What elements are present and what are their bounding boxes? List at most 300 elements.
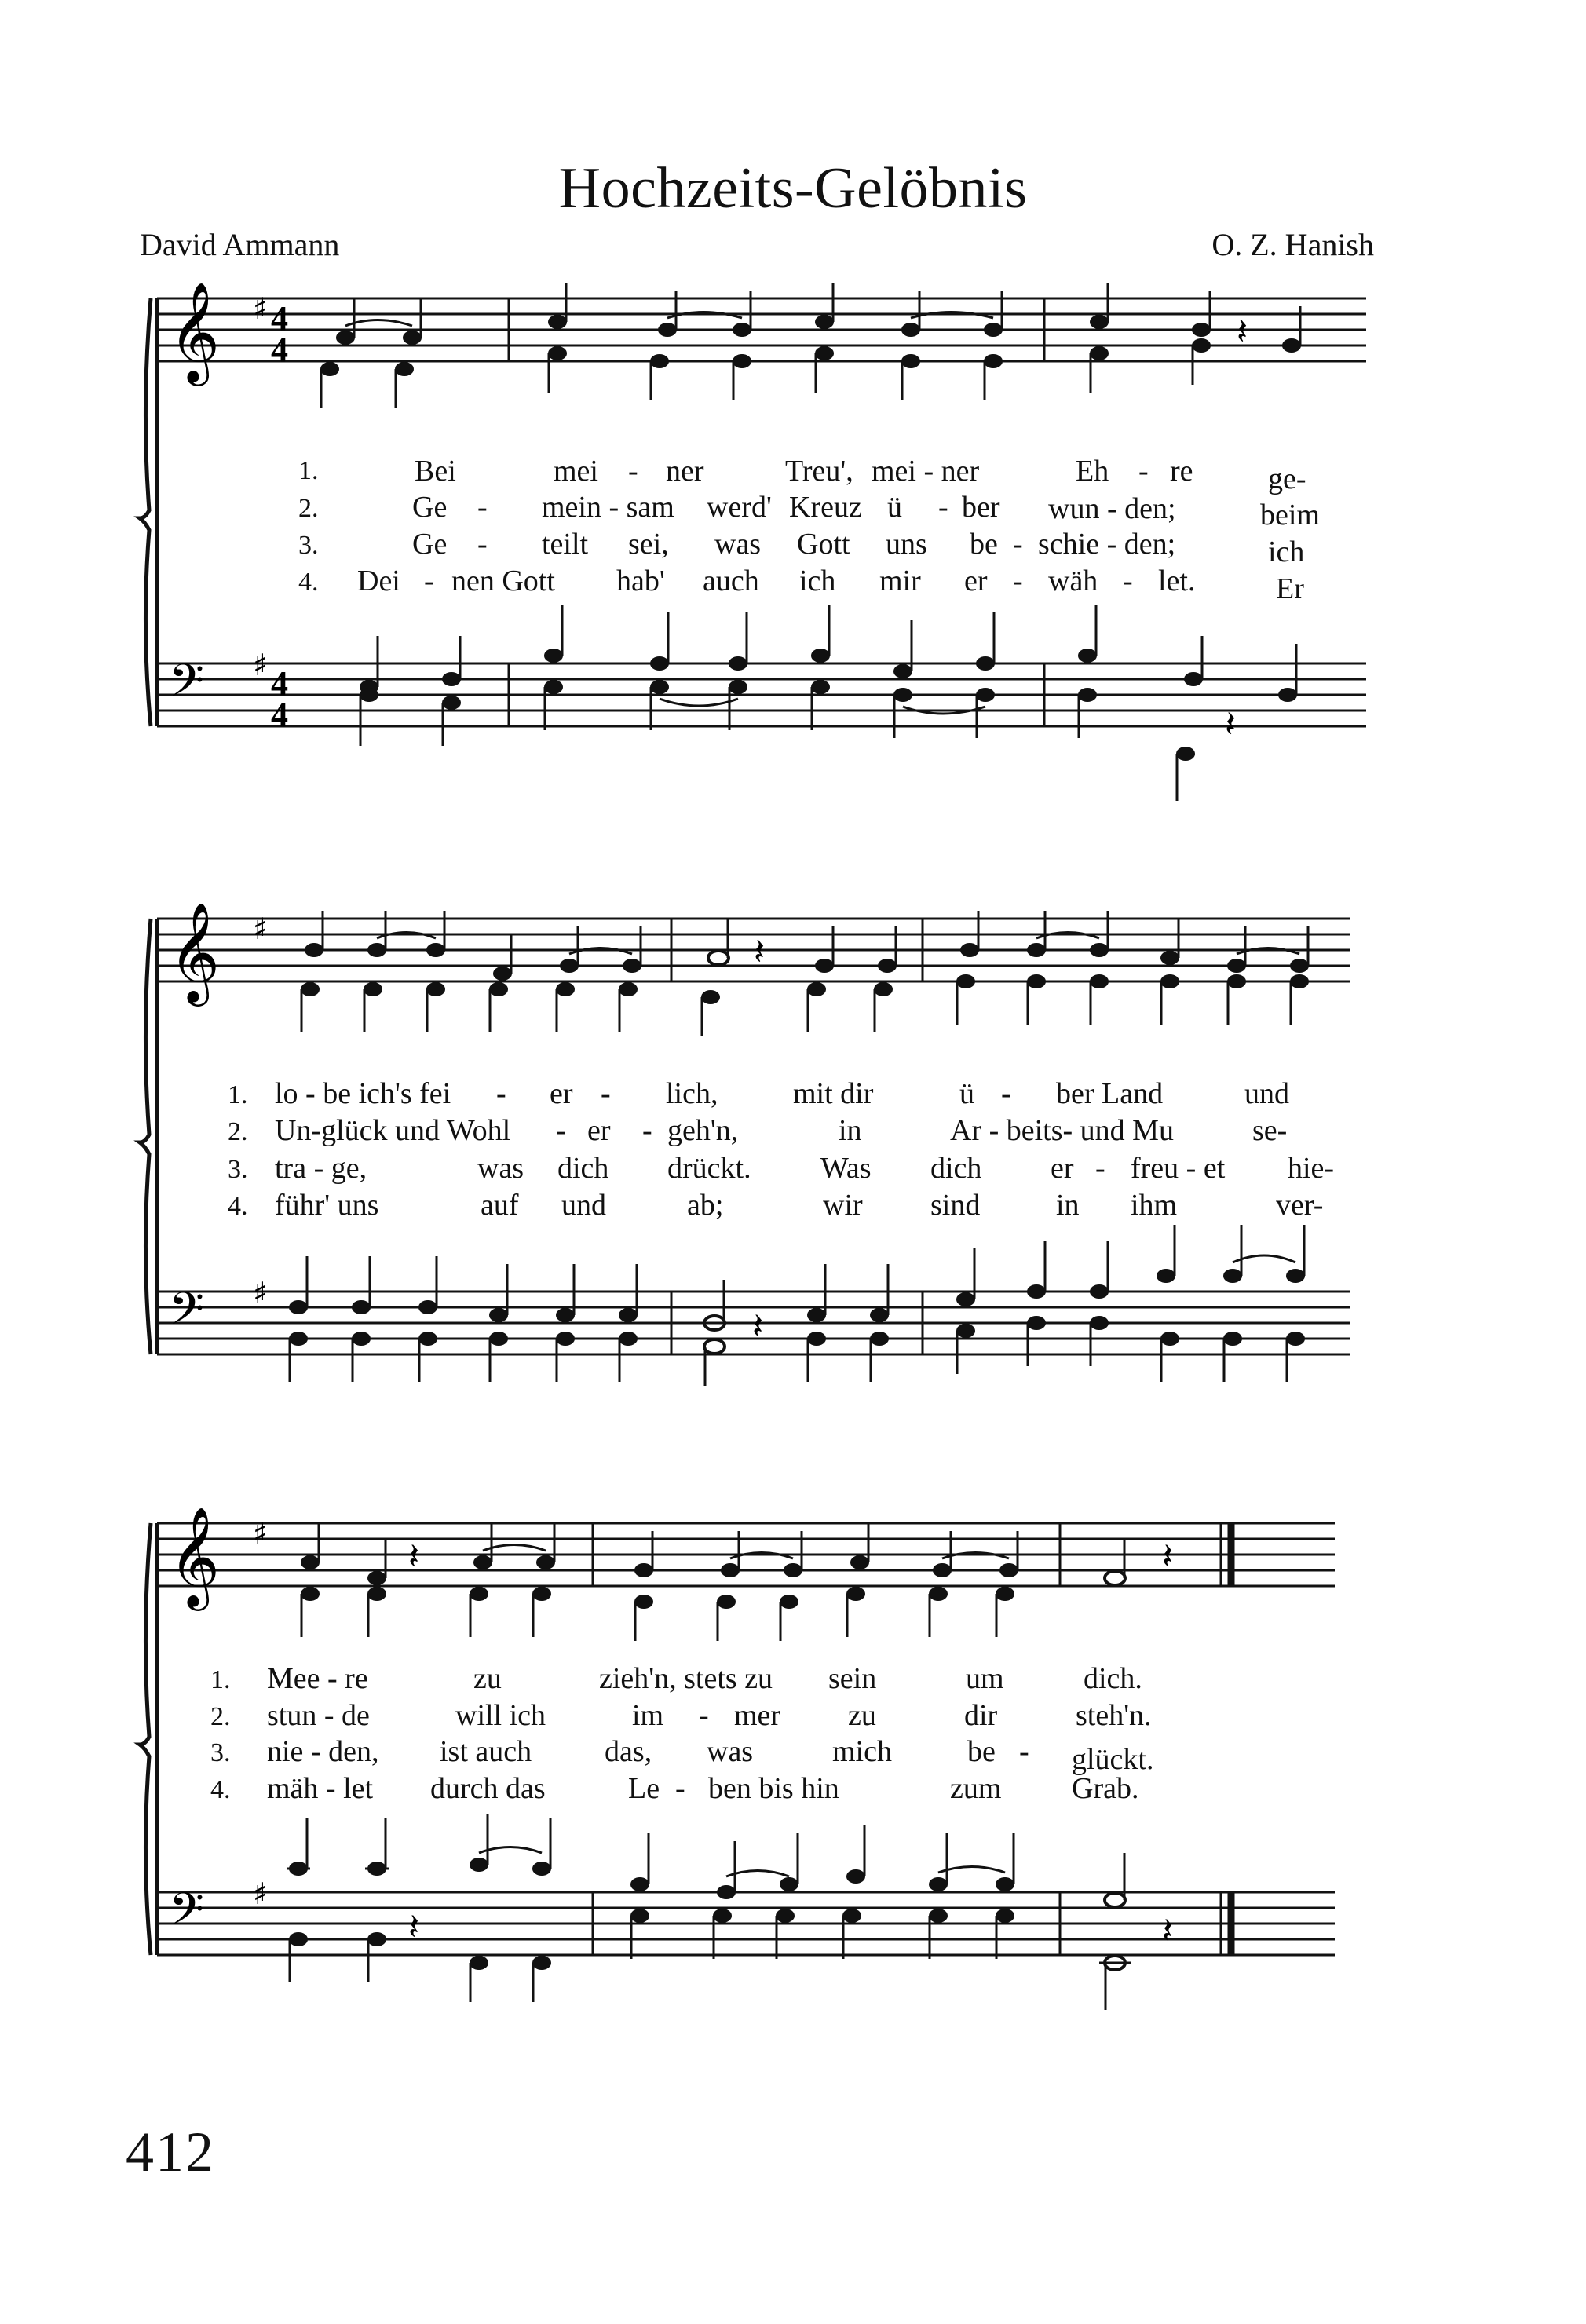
note-head [976, 612, 995, 671]
note-head [470, 1587, 488, 1637]
lyric-syllable: nen Gott [451, 565, 555, 597]
note-head [418, 1332, 437, 1382]
note-head [713, 1909, 732, 1959]
lyric-syllable: wir [823, 1189, 863, 1222]
time-signature-bottom: 4 [271, 331, 288, 369]
lyric-syllable: nie - den, [267, 1735, 379, 1768]
bass-clef: 𝄢 [169, 1883, 205, 1947]
lyric-syllable: er [964, 565, 988, 597]
lyric-syllable: Ge [412, 491, 448, 524]
note-head [717, 1841, 736, 1899]
lyric-syllable: sei, [628, 528, 669, 561]
note-head [704, 1339, 725, 1386]
note-head [473, 1523, 492, 1569]
note-head [807, 1332, 826, 1382]
tie [345, 320, 412, 327]
verse-number: 1. [210, 1665, 231, 1694]
time-signature-bottom: 4 [271, 696, 288, 734]
lyric-syllable: lo - be ich's fei [275, 1077, 451, 1110]
verse-3 [210, 1735, 1153, 1776]
lyric-syllable: wun - den; [1048, 492, 1176, 525]
verse-4 [228, 1189, 1323, 1222]
treble-notes [301, 1523, 1173, 1641]
note-head [729, 612, 747, 671]
note-head [336, 298, 355, 345]
note-head [403, 298, 422, 345]
treble-clef: 𝄞 [169, 1506, 221, 1606]
note-head [708, 919, 729, 965]
lyric-syllable: - [699, 1699, 709, 1732]
note-head [929, 1909, 948, 1959]
quarter-rest: 𝄽 [1162, 1535, 1174, 1577]
treble-staff [157, 298, 1366, 361]
lyric-syllable: Eh [1076, 455, 1109, 488]
lyric-syllable: - [1013, 565, 1023, 597]
lyric-syllable: zieh'n, stets zu [599, 1662, 773, 1695]
note-head [1078, 605, 1097, 663]
lyric-syllable: er [1051, 1152, 1074, 1185]
lyric-syllable: Le [628, 1772, 660, 1805]
note-head [634, 1595, 653, 1641]
note-head [619, 1264, 638, 1322]
note-head [815, 346, 834, 393]
note-head [1090, 974, 1109, 1025]
quarter-rest: 𝄽 [754, 930, 766, 973]
system-brace [140, 1523, 151, 1955]
lyric-syllable: drückt. [667, 1152, 751, 1185]
lyric-syllable: Was [820, 1152, 872, 1185]
lyric-syllable: Treu', [785, 455, 853, 488]
note-head [442, 696, 461, 746]
lyric-syllable: - [1019, 1735, 1029, 1768]
note-head [893, 620, 912, 678]
note-head [780, 1833, 798, 1891]
note-head [630, 1833, 649, 1891]
note-head [811, 680, 830, 730]
key-signature-sharp: ♯ [253, 1276, 268, 1310]
lyric-syllable: mich [832, 1735, 892, 1768]
lyric-syllable: Ge [412, 528, 448, 561]
note-head [556, 1264, 575, 1322]
note-head [815, 283, 834, 329]
note-head [367, 1539, 386, 1585]
verse-number: 1. [298, 456, 319, 485]
note-head [630, 1909, 649, 1959]
note-head [870, 1264, 889, 1322]
bass-clef: 𝄢 [169, 1282, 205, 1347]
lyric-syllable: lich, [666, 1077, 718, 1110]
key-signature-sharp: ♯ [253, 912, 268, 946]
verse-3 [298, 528, 1304, 568]
note-head [717, 1595, 736, 1641]
lyric-syllable: steh'n. [1076, 1699, 1152, 1732]
lyric-syllable: zum [950, 1772, 1002, 1805]
quarter-rest: 𝄽 [1225, 703, 1237, 745]
lyric-syllable: tra - ge, [275, 1152, 367, 1185]
note-head [1090, 346, 1109, 393]
note-head [619, 982, 638, 1032]
lyric-syllable: - [556, 1114, 566, 1147]
lyric-syllable: was [477, 1152, 524, 1185]
note-head [352, 1332, 371, 1382]
lyric-syllable: glückt. [1072, 1743, 1154, 1776]
note-head [650, 680, 669, 730]
note-head [489, 1332, 508, 1382]
verse-3 [228, 1152, 1334, 1185]
lyric-syllable: werd' [707, 491, 772, 524]
lyric-syllable: uns [886, 528, 927, 561]
song-title: Hochzeits-Gelöbnis [558, 156, 1028, 221]
verse-2 [228, 1114, 1287, 1147]
note-head [996, 1833, 1014, 1891]
lyric-syllable: dich [930, 1152, 982, 1185]
key-signature-sharp: ♯ [253, 291, 268, 326]
note-head [1027, 1316, 1046, 1366]
lyric-syllable: ab; [687, 1189, 724, 1222]
note-head [1105, 1539, 1125, 1585]
verse-1 [298, 455, 1306, 495]
note-head [996, 1909, 1014, 1959]
lyric-syllable: - [642, 1114, 652, 1147]
note-head [493, 934, 512, 981]
lyric-syllable: er [550, 1077, 573, 1110]
lyric-syllable: - [1138, 455, 1149, 488]
note-head [367, 1587, 386, 1637]
lyric-syllable: mei - ner [872, 455, 980, 488]
lyric-syllable: ner [666, 455, 704, 488]
lyricist-credit: David Ammann [140, 227, 340, 262]
note-head [976, 688, 995, 738]
verse-number: 3. [210, 1738, 231, 1767]
quarter-rest: 𝄽 [752, 1305, 764, 1347]
lyric-syllable: mer [734, 1699, 781, 1732]
lyric-syllable: sein [828, 1662, 877, 1695]
lyric-syllable: freu - et [1131, 1152, 1226, 1185]
verse-number: 4. [298, 568, 319, 597]
lyric-syllable: im [632, 1699, 664, 1732]
note-head [956, 1248, 975, 1306]
lyric-syllable: be [967, 1735, 996, 1768]
lyric-syllable: und [1244, 1077, 1289, 1110]
note-head [289, 1932, 308, 1982]
bass-notes [287, 1814, 1173, 2010]
note-head [367, 1932, 386, 1982]
lyric-syllable: mäh - let [267, 1772, 374, 1805]
note-head [996, 1587, 1014, 1637]
lyric-syllable: se- [1252, 1114, 1288, 1147]
note-head [929, 1833, 948, 1891]
lyric-syllable: Mee - re [267, 1662, 368, 1695]
lyric-syllable: ihm [1131, 1189, 1178, 1222]
lyric-syllable: Grab. [1072, 1772, 1139, 1805]
note-head [536, 1523, 555, 1569]
note-head [301, 1587, 320, 1637]
note-head [1078, 688, 1097, 738]
page-number: 412 [126, 2121, 215, 2183]
lyric-syllable: - [496, 1077, 506, 1110]
note-head [733, 354, 751, 400]
lyric-syllable: stun - de [267, 1699, 370, 1732]
lyric-syllable: ber Land [1056, 1077, 1164, 1110]
note-head [1176, 747, 1195, 801]
note-head [352, 1256, 371, 1314]
lyric-syllable: Kreuz [789, 491, 862, 524]
note-head [532, 1587, 551, 1637]
lyric-syllable: was [714, 528, 762, 561]
lyric-syllable: schie - den; [1038, 528, 1176, 561]
lyric-syllable: - [477, 491, 488, 524]
note-head [901, 354, 920, 400]
verse-2 [298, 491, 1320, 532]
lyric-syllable: - [1001, 1077, 1011, 1110]
note-head [532, 1818, 551, 1876]
note-head [870, 1332, 889, 1382]
note-head [301, 982, 320, 1032]
lyric-syllable: durch das [430, 1772, 546, 1805]
note-head [418, 1256, 437, 1314]
verse-number: 4. [228, 1192, 248, 1221]
lyric-syllable: ich [799, 565, 836, 597]
note-head [1157, 1225, 1175, 1283]
note-head [395, 362, 414, 408]
lyric-syllable: - [477, 528, 488, 561]
note-head [1223, 1332, 1242, 1382]
lyric-syllable: ver- [1276, 1189, 1324, 1222]
note-head [320, 362, 339, 408]
lyric-syllable: Un-glück und Wohl [275, 1114, 511, 1147]
lyric-syllable: - [424, 565, 434, 597]
note-head [956, 1324, 975, 1374]
note-head [1160, 919, 1179, 965]
note-head [807, 1264, 826, 1322]
final-double-barline [1221, 1523, 1231, 1955]
system-brace [140, 919, 151, 1354]
lyric-syllable: Er [1276, 572, 1304, 605]
verse-number: 2. [210, 1702, 231, 1731]
lyric-syllable: mit dir [793, 1077, 874, 1110]
note-head [364, 982, 382, 1032]
lyric-syllable: be [970, 528, 998, 561]
lyric-syllable: ü [887, 491, 902, 524]
lyric-syllable: führ' uns [275, 1189, 379, 1222]
key-signature-sharp: ♯ [253, 648, 268, 682]
note-head [360, 688, 378, 746]
note-head [842, 1909, 861, 1959]
lyric-syllable: geh'n, [667, 1114, 739, 1147]
quarter-rest: 𝄽 [1162, 1909, 1174, 1952]
note-head [893, 688, 912, 738]
lyric-syllable: let. [1158, 565, 1196, 597]
verse-number: 2. [298, 494, 319, 523]
note-head [1160, 974, 1179, 1025]
lyric-syllable: zu [848, 1699, 876, 1732]
key-signature-sharp: ♯ [253, 1516, 268, 1551]
note-head [532, 1956, 551, 2002]
music-system-1 [0, 283, 1586, 824]
note-head [544, 605, 563, 663]
verse-number: 3. [228, 1155, 248, 1184]
note-head [556, 1332, 575, 1382]
note-head [846, 1825, 865, 1884]
note-head [1027, 1241, 1046, 1299]
lyric-syllable: um [966, 1662, 1004, 1695]
verse-number: 2. [228, 1117, 248, 1146]
note-head [1090, 1316, 1109, 1366]
lyric-syllable: mei [554, 455, 598, 488]
note-head [650, 612, 669, 671]
lyric-syllable: ben bis hin [708, 1772, 839, 1805]
lyric-syllable: ist auch [440, 1735, 532, 1768]
lyric-syllable: ge- [1268, 462, 1306, 495]
note-head [470, 1956, 488, 2002]
verse-1 [210, 1662, 1142, 1695]
note-head [776, 1909, 795, 1959]
lyric-syllable: Ar - beits- und Mu [950, 1114, 1174, 1147]
time-signature-top: 4 [271, 664, 288, 703]
note-head [807, 982, 826, 1032]
note-head [287, 1818, 310, 1876]
note-head [956, 974, 975, 1025]
note-head [984, 354, 1003, 400]
quarter-rest: 𝄽 [408, 1535, 420, 1577]
note-head [544, 680, 563, 730]
quarter-rest: 𝄽 [1237, 310, 1248, 353]
key-signature-sharp: ♯ [253, 1876, 268, 1911]
tie [660, 699, 738, 706]
lyric-syllable: Dei [357, 565, 400, 597]
lyric-syllable: das, [605, 1735, 652, 1768]
note-head [548, 283, 567, 329]
note-head [1027, 974, 1046, 1025]
note-head [289, 1332, 308, 1382]
lyric-syllable: - [601, 1077, 611, 1110]
note-head [301, 1523, 320, 1569]
lyric-syllable: mir [879, 565, 921, 597]
note-head [442, 636, 461, 686]
system-brace [140, 298, 151, 726]
lyric-syllable: re [1170, 455, 1193, 488]
note-head [1160, 1332, 1179, 1382]
bass-notes [360, 605, 1297, 801]
lyric-syllable: - [1013, 528, 1023, 561]
tie [938, 1867, 1005, 1873]
lyric-syllable: dich [557, 1152, 609, 1185]
lyric-syllable: zu [473, 1662, 502, 1695]
note-head [729, 680, 747, 730]
lyric-syllable: - [1095, 1152, 1105, 1185]
lyric-syllable: wäh [1048, 565, 1098, 597]
note-head [874, 982, 893, 1032]
note-head [1090, 1241, 1109, 1299]
bass-staff [157, 663, 1366, 726]
verse-2 [210, 1699, 1152, 1732]
note-head [1227, 974, 1246, 1025]
note-head [811, 605, 830, 663]
lyric-syllable: auch [703, 565, 759, 597]
lyric-syllable: mein - sam [542, 491, 674, 524]
lyric-syllable: dich. [1084, 1662, 1142, 1695]
verse-4 [210, 1772, 1138, 1805]
composer-credit: O. Z. Hanish [1211, 227, 1374, 262]
lyric-syllable: er [587, 1114, 611, 1147]
lyric-syllable: ü [959, 1077, 974, 1110]
note-head [929, 1587, 948, 1637]
note-head [1184, 636, 1203, 686]
lyric-syllable: ich [1268, 535, 1305, 568]
music-system-3 [0, 1507, 1586, 2057]
note-head [701, 990, 720, 1036]
verse-number: 4. [210, 1775, 231, 1804]
lyric-syllable: was [707, 1735, 754, 1768]
lyric-syllable: will ich [455, 1699, 546, 1732]
lyric-syllable: - [675, 1772, 685, 1805]
note-head [1290, 974, 1309, 1025]
note-head [619, 1332, 638, 1382]
lyric-syllable: - [628, 455, 638, 488]
lyric-syllable: hie- [1288, 1152, 1335, 1185]
lyric-syllable: beim [1260, 499, 1320, 532]
verse-number: 1. [228, 1080, 248, 1109]
note-head [548, 346, 567, 393]
note-head [1278, 644, 1297, 702]
note-head [289, 1256, 308, 1314]
note-head [1099, 1956, 1131, 2010]
note-head [1090, 283, 1109, 329]
note-head [850, 1523, 869, 1569]
lyric-syllable: Gott [797, 528, 850, 561]
lyric-syllable: teilt [542, 528, 589, 561]
note-head [780, 1595, 798, 1641]
note-head [1286, 1225, 1305, 1283]
note-head [650, 354, 669, 400]
note-head [489, 982, 508, 1032]
note-head [556, 982, 575, 1032]
lyric-syllable: in [839, 1114, 862, 1147]
lyric-syllable: dir [964, 1699, 998, 1732]
bass-staff [157, 1892, 1335, 1955]
note-head [470, 1814, 488, 1872]
lyric-syllable: auf [481, 1189, 519, 1222]
lyric-syllable: - [1123, 565, 1133, 597]
music-system-2 [0, 903, 1586, 1445]
note-head [846, 1587, 865, 1637]
lyric-syllable: in [1056, 1189, 1080, 1222]
bass-notes [289, 1225, 1305, 1386]
note-head [1105, 1853, 1125, 1907]
note-head [365, 1818, 389, 1876]
bass-clef: 𝄢 [169, 654, 205, 718]
note-head [1286, 1332, 1305, 1382]
lyric-syllable: sind [930, 1189, 981, 1222]
lyric-syllable: ber [962, 491, 1000, 524]
lyric-syllable: hab' [616, 565, 665, 597]
treble-clef: 𝄞 [169, 281, 221, 382]
verse-1 [228, 1077, 1289, 1110]
time-signature-top: 4 [271, 299, 288, 338]
note-head [426, 982, 445, 1032]
verse-number: 3. [298, 531, 319, 560]
treble-notes [301, 911, 1309, 1036]
note-head [360, 636, 378, 694]
lyric-syllable: - [938, 491, 948, 524]
treble-clef: 𝄞 [169, 901, 221, 1002]
verse-4 [298, 565, 1304, 605]
lyric-syllable: und [561, 1189, 606, 1222]
note-head [489, 1264, 508, 1322]
note-head [1223, 1225, 1242, 1283]
lyric-syllable: Bei [415, 455, 456, 488]
quarter-rest: 𝄽 [408, 1906, 420, 1948]
